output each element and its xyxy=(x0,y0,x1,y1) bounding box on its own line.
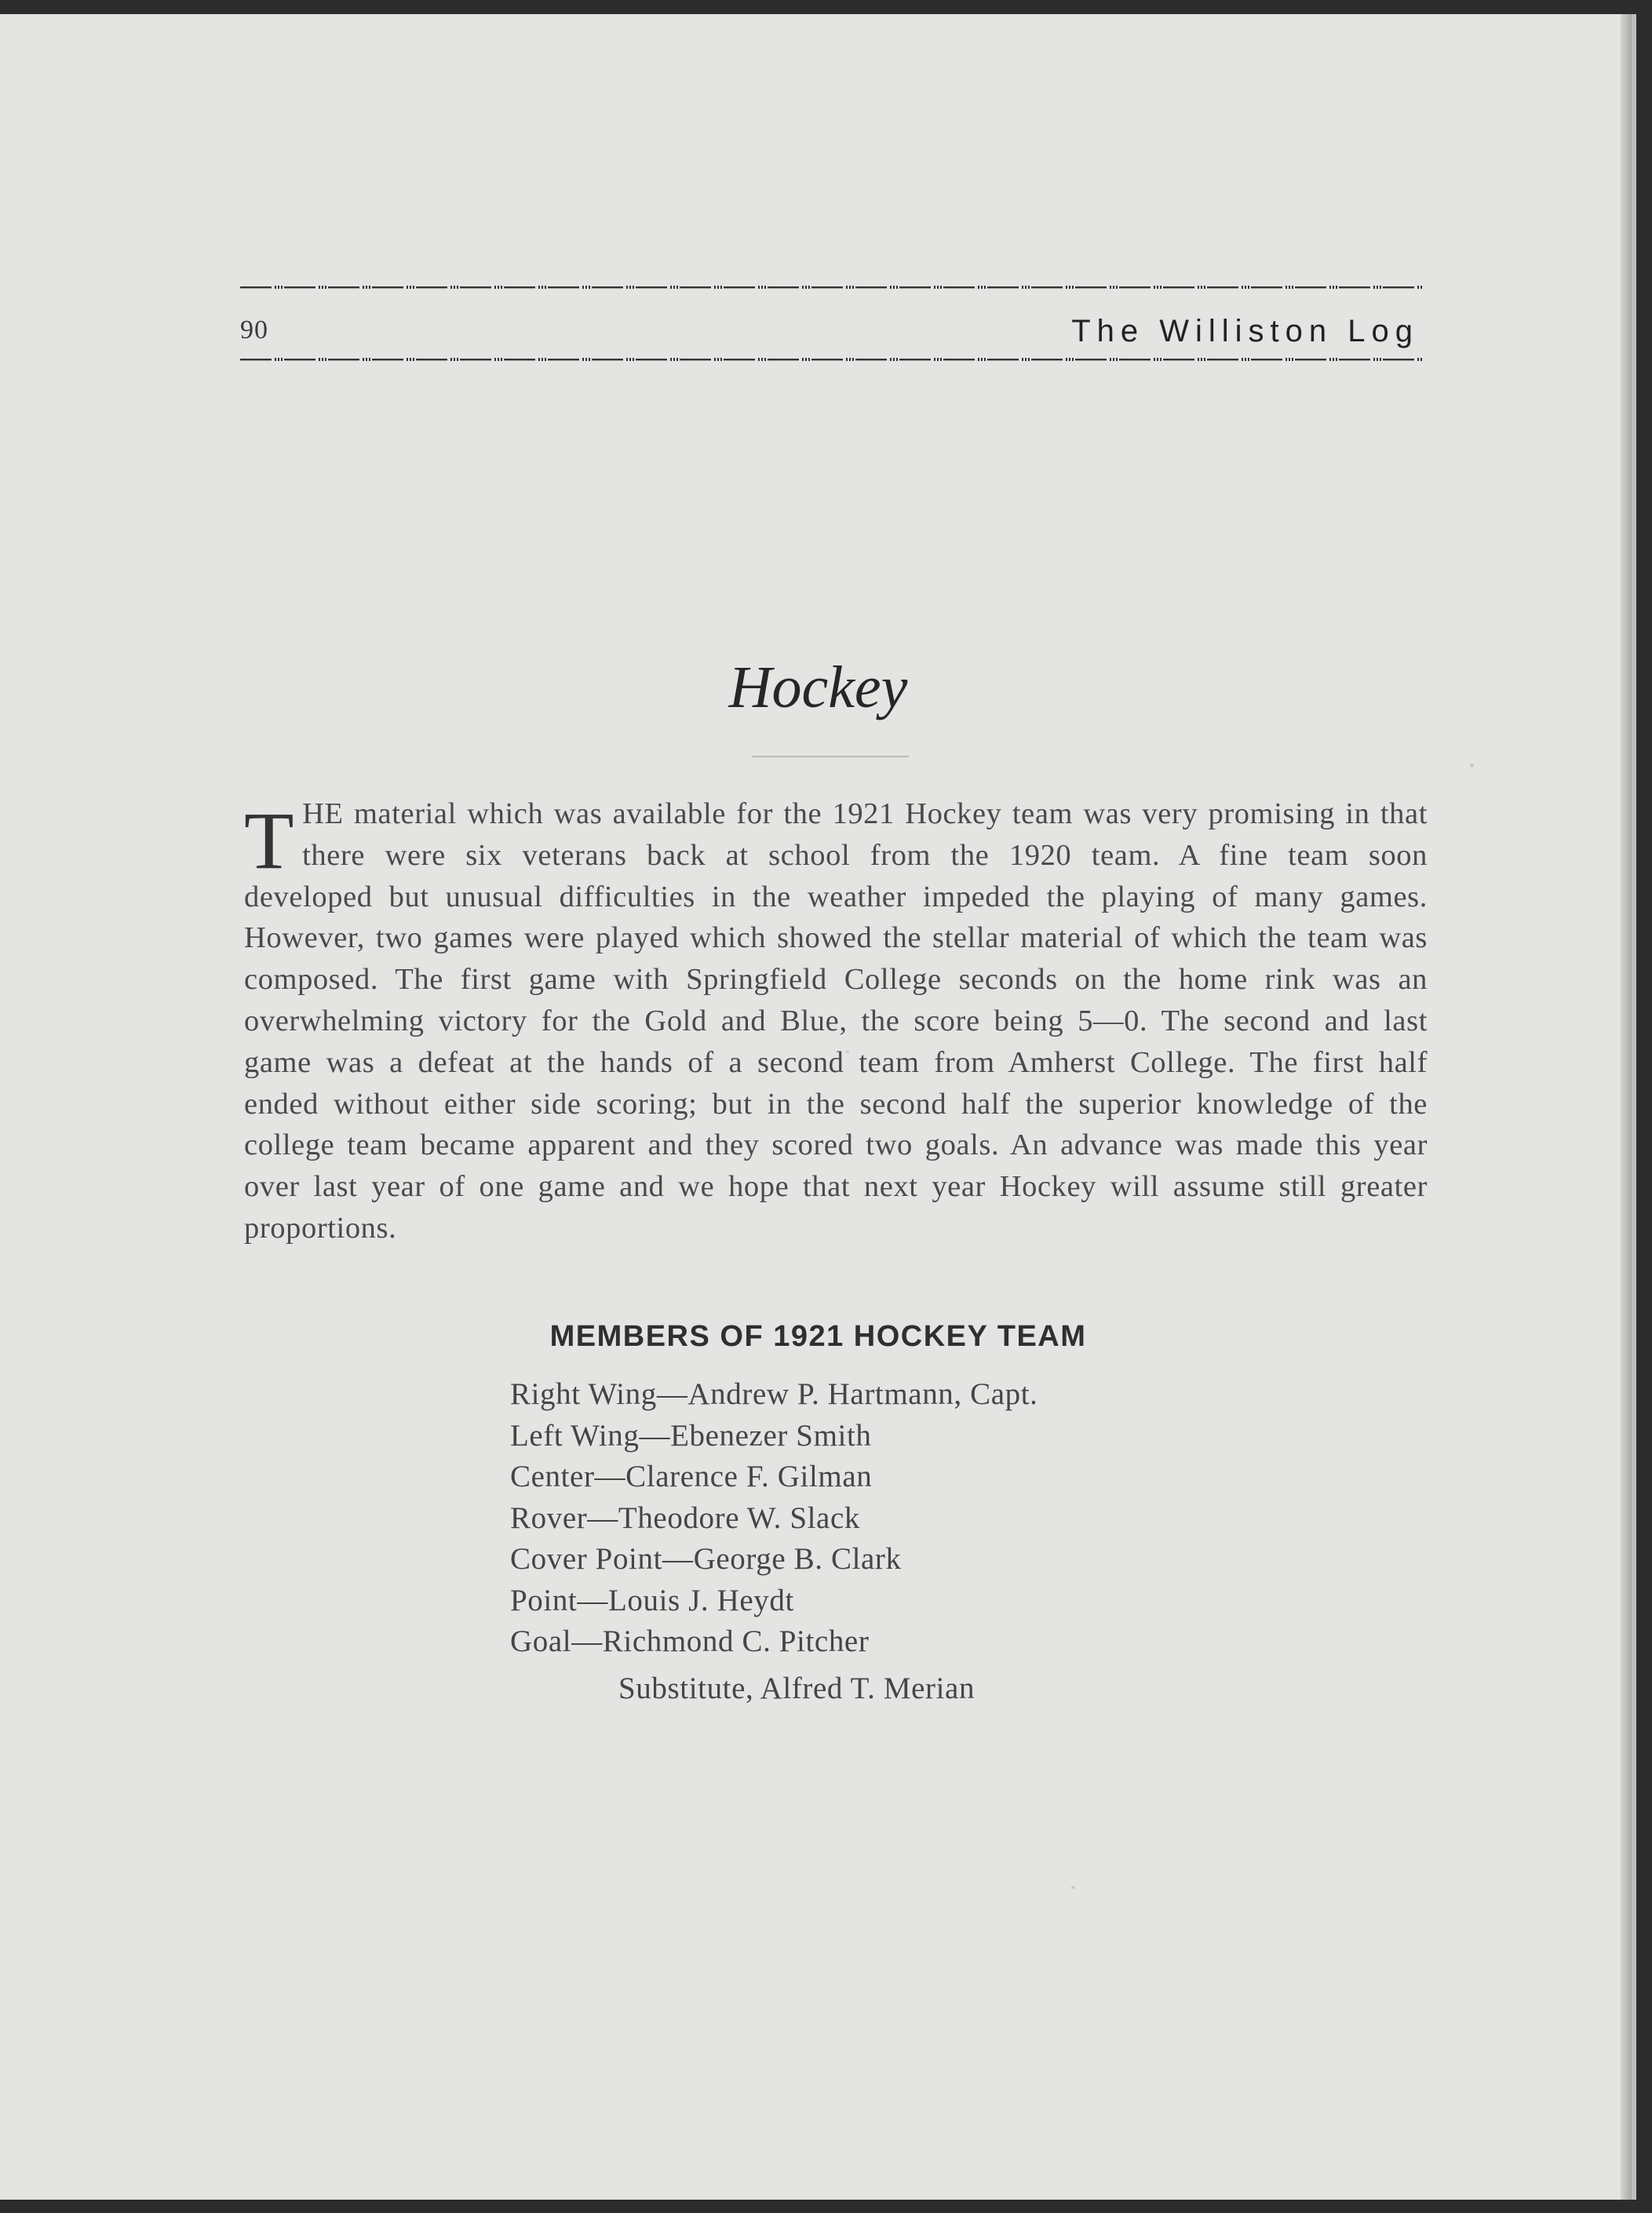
members-heading: MEMBERS OF 1921 HOCKEY TEAM xyxy=(549,1320,1087,1353)
header-rule-top xyxy=(240,285,1424,290)
roster-item: Rover—Theodore W. Slack xyxy=(510,1500,860,1535)
paper-speck xyxy=(846,1050,849,1053)
roster-item: Point—Louis J. Heydt xyxy=(510,1583,794,1617)
roster-item: Goal—Richmond C. Pitcher xyxy=(510,1624,870,1658)
article-title: Hockey xyxy=(728,654,908,720)
page-edge xyxy=(1621,14,1632,2200)
title-divider xyxy=(752,756,909,757)
roster-item: Center—Clarence F. Gilman xyxy=(510,1460,873,1493)
paper-speck xyxy=(1470,764,1474,767)
running-head: The Williston Log xyxy=(1071,314,1419,348)
roster-item: Cover Point—George B. Clark xyxy=(510,1542,902,1576)
drop-cap: T xyxy=(244,796,295,886)
roster-item: Right Wing—Andrew P. Hartmann, Capt. xyxy=(510,1377,1038,1411)
article-body-text: HE material which was available for the 1921 Hockey team was very promising in that there were six veterans back at school from the 1920 team. A fine team soon developed but unusual difficulties in the weather impeded the playing of many games. However, two games were played which showed the stellar material of which the team was composed. The first game with Springfield College seconds on the home rink was an overwhelming victory for the Gold and Blue, the score being 5—0. The second and last game was a defeat at the hands of a second team from Amherst College. The first half ended without either side scoring; but in the second half the superior knowledge of the college team became apparent and they scored two goals. An advance was made this year over last year of one game and we hope that next year Hockey will assume still greater proportions. xyxy=(244,797,1428,1245)
team-roster xyxy=(510,1374,1038,1663)
book-page xyxy=(0,14,1636,2200)
page-number: 90 xyxy=(240,315,268,345)
paper-speck xyxy=(1071,1886,1075,1889)
substitute-line: Substitute, Alfred T. Merian xyxy=(618,1672,976,1705)
article-body xyxy=(244,793,1428,1249)
header-rule-bottom xyxy=(240,357,1424,362)
roster-item: Left Wing—Ebenezer Smith xyxy=(510,1418,872,1453)
